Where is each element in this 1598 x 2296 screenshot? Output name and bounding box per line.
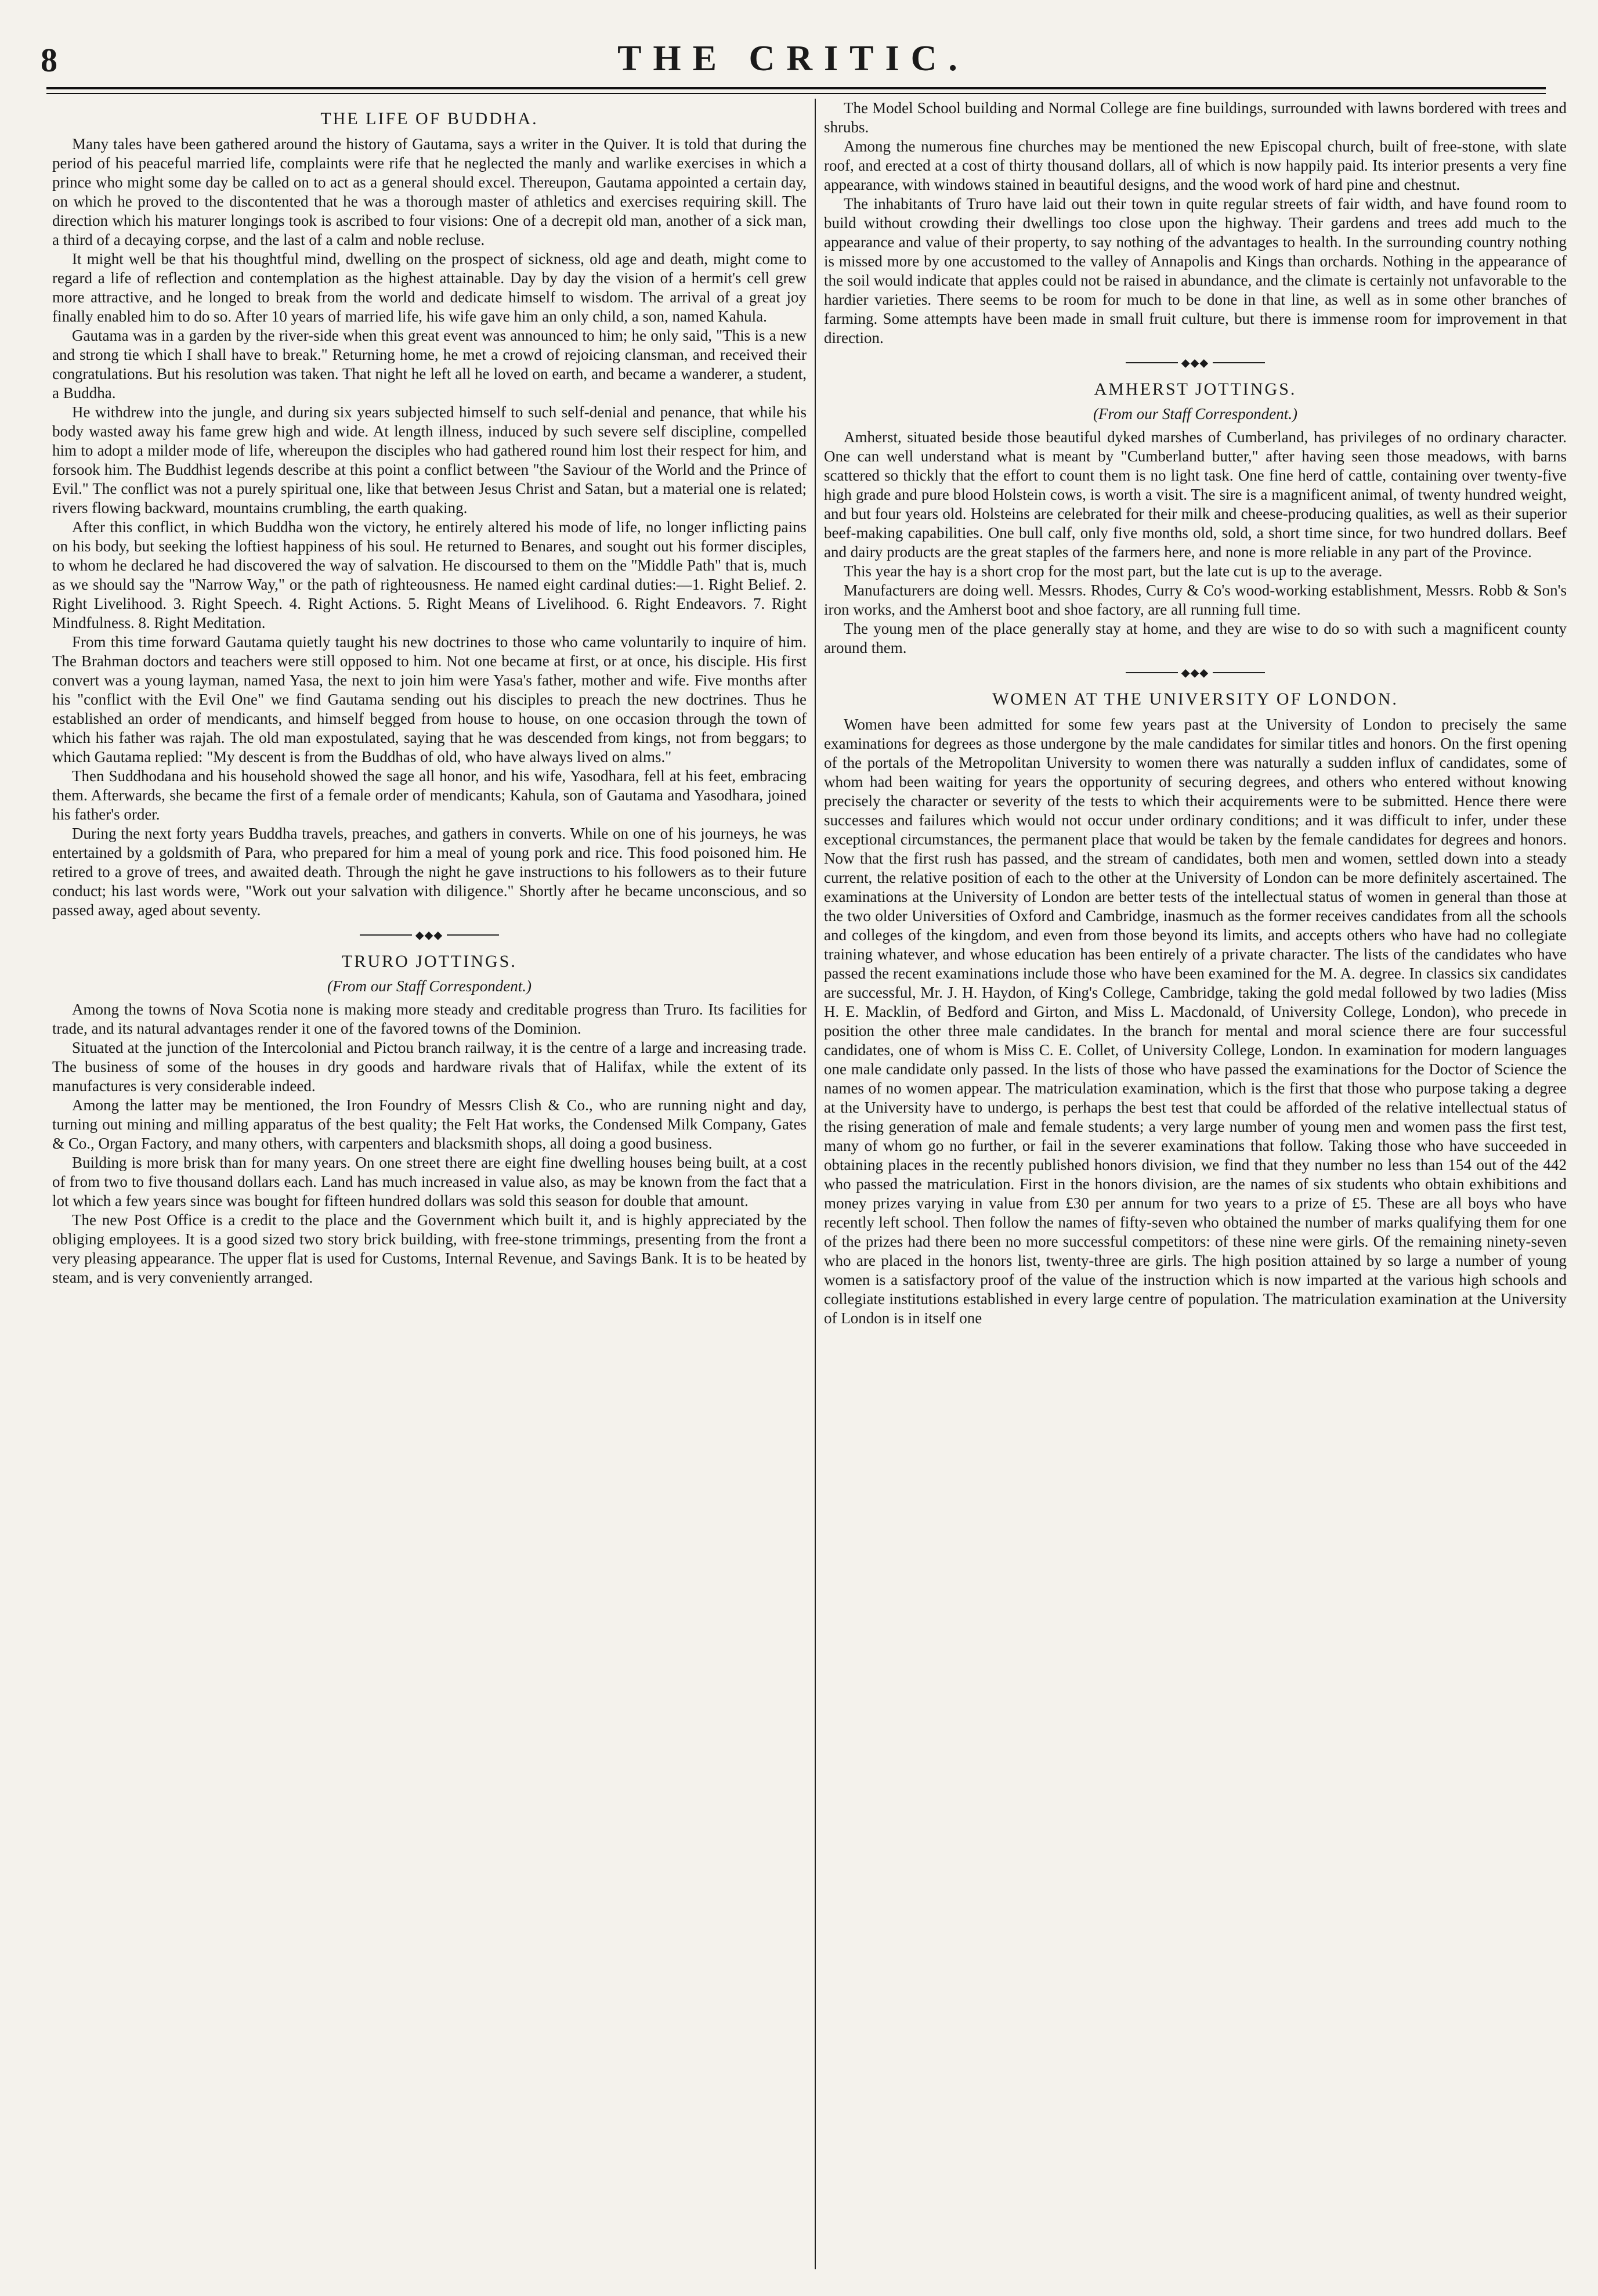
header-rule-thin <box>46 93 1546 94</box>
article-truro-continued <box>824 99 1567 348</box>
paragraph: It might well be that his thoughtful mind, dwelling on the prospect of sickness, old age and death, might come to regard a life of reflection and contemplation as the highest attainable. Day by day the vision of a hermit's cell grew more attractive, and he longed to break from the world and dedicate himself to wisdom. The arrival of a great joy finally enabled him to do so. After 10 years of married life, his wife gave him an only child, a son, named Kahula. <box>52 250 807 325</box>
column-divider <box>815 99 816 2269</box>
article-title: AMHERST JOTTINGS. <box>1094 380 1297 399</box>
paragraph: This year the hay is a short crop for the most part, but the late cut is up to the average. <box>844 562 1383 580</box>
masthead-title: THE CRITIC. <box>617 39 969 78</box>
section-separator: ◆◆◆ <box>824 356 1567 369</box>
page-header <box>41 41 1546 87</box>
page-number: 8 <box>41 41 57 79</box>
paragraph: Among the latter may be mentioned, the Iron Foundry of Messrs Clish & Co., who are running night and day, turning out mining and milling apparatus of the best quality; the Felt Hat works, the Condensed Milk Company, Gates & Co., Organ Factory, and many others, with carpenters and blacksmith shops, all doing a good business. <box>52 1096 807 1152</box>
paragraph: Building is more brisk than for many years. On one street there are eight fine dwelling houses being built, at a cost of from two to five thousand dollars each. Land has much increased in value also, as may be known from the fact that a lot which a few years since was bought for fifteen hundred dollars was sold this season for double that amount. <box>52 1154 807 1210</box>
section-separator: ◆◆◆ <box>824 666 1567 679</box>
paragraph: From this time forward Gautama quietly taught his new doctrines to those who came voluntarily to inquire of him. The Brahman doctors and teachers were still opposed to him. Not one became at first, or at once, his disciple. His first convert was a young layman, named Yasa, the next to join him were Yasa's father, mother and wife. Five months after his "conflict with the Evil One" we find Gautama sending out his disciples to preach the new doctrines. Thus he established an order of mendicants, and himself begged from house to house, on one occasion through the town of which his father was rajah. The old man expostulated, saying that he was descended from kings, not from beggars; to which Gautama replied: "My descent is from the Buddhas of old, who have always lived on alms." <box>52 633 807 766</box>
paragraph: During the next forty years Buddha travels, preaches, and gathers in converts. While on one of his journeys, he was entertained by a goldsmith of Para, who prepared for him a meal of young pork and rice. This food poisoned him. He retired to a grove of trees, and awaited death. Through the night he gave instructions to his followers as to their future conduct; his last words were, "Work out your salvation with diligence." Shortly after he became unconscious, and so passed away, aged about seventy. <box>52 825 807 919</box>
article-title: WOMEN AT THE UNIVERSITY OF LONDON. <box>992 689 1398 709</box>
paragraph: Among the towns of Nova Scotia none is making more steady and creditable progress than Truro. Its facilities for trade, and its natural advantages render it one of the favored towns of the Dominion. <box>52 1001 807 1037</box>
article-women <box>824 689 1567 1328</box>
article-byline: (From our Staff Correspondent.) <box>1093 405 1297 423</box>
paragraph: Then Suddhodana and his household showed the sage all honor, and his wife, Yasodhara, fell at his feet, embracing them. Afterwards, she became the first of a female order of mendicants; Kahula, son of Gautama and Yasodhara, joined his father's order. <box>52 767 807 823</box>
paragraph: After this conflict, in which Buddha won the victory, he entirely altered his mode of life, no longer inflicting pains on his body, but seeking the loftiest happiness of his soul. He returned to Benares, and sought out his former disciples, to whom he declared he had discovered the way of salvation. He discoursed to them on the "Middle Path" that is, much as we should say the "Narrow Way," or the path of righteousness. He named eight cardinal duties:—1. Right Belief. 2. Right Livelihood. 3. Right Speech. 4. Right Actions. 5. Right Means of Livelihood. 6. Right Endeavors. 7. Right Mindfulness. 8. Right Meditation. <box>52 518 807 631</box>
paragraph: Among the numerous fine churches may be mentioned the new Episcopal church, built of free-stone, with slate roof, and erected at a cost of thirty thousand dollars, all of which is now happily paid. Its interior presents a very fine appearance, with windows stained in beautiful designs, and the wood work of hard pine and chestnut. <box>824 138 1567 193</box>
paragraph: Manufacturers are doing well. Messrs. Rhodes, Curry & Co's wood-working establishment, Messrs. Robb & Son's iron works, and the Amherst boot and shoe factory, are all running full time. <box>824 582 1567 618</box>
article-amherst <box>824 380 1567 658</box>
article-title: TRURO JOTTINGS. <box>342 952 517 971</box>
article-truro <box>52 952 807 1287</box>
article-buddha <box>52 109 807 920</box>
header-rule <box>46 87 1546 89</box>
right-column <box>824 99 1567 2269</box>
paragraph: Amherst, situated beside those beautiful dyked marshes of Cumberland, has privileges of no ordinary character. One can well understand what is meant by "Cumberland butter," after having seen those meadows, with barns scattered so thickly that the effort to count them is no light task. One fine herd of cattle, containing over twenty-five high grade and pure blood Holstein cows, is worth a visit. The sire is a magnificent animal, of twenty hundred weight, and but four years old. Holsteins are celebrated for their milk and cheese-producing qualities, as well as their superior beef-making capabilities. One bull calf, only five months old, sold, a short time since, for two hundred dollars. Beef and dairy products are the great staples of the farmers here, and none is more reliable in any part of the Province. <box>824 428 1567 561</box>
section-separator: ◆◆◆ <box>52 928 807 941</box>
paragraph: Women have been admitted for some few years past at the University of London to precisely the same examinations for degrees as those undergone by the male candidates for similar titles and honors. On the first opening of the portals of the Metropolitan University to women there was naturally a sudden influx of candidates, some of whom had been waiting for years the opportunity of securing degrees, and others who entered without knowing precisely the character or severity of the tests to which their acquirements were to be submitted. Hence there were successes and failures which would not occur under ordinary conditions; and it was difficult to infer, under these exceptional circumstances, the permanent place that would be taken by the female candidates for degrees and honors. Now that the first rush has passed, and the stream of candidates, both men and women, settled down into a steady current, the relative position of each to the other at the University of London can be more definitely ascertained. The examinations at the University of London are better tests of the intellectual status of women in general than those at the two older Universities of Oxford and Cambridge, inasmuch as the former receives candidates from all the schools and colleges of the kingdom, and even from those beyond its limits, and accepts others who have had no collegiate training whatever, and whose education has been entirely of a private character. The lists of the candidates who have passed the recent examinations include those who have been examined for the M. A. degree. In classics six candidates are successful, Mr. J. H. Haydon, of King's College, Cambridge, taking the gold medal followed by two ladies (Miss H. E. Macklin, of Bedford and Girton, and Miss L. Macdonald, of University College, London), who precede in position the other three male candidates. In the branch for mental and moral science there are four successful candidates, one of whom is Miss C. E. Collet, of University College, London. In examination for modern languages one male candidate only passed. In the lists of those who have passed the examinations for the Doctor of Science the names of no women appear. The matriculation examination, which is the first that those who purpose taking a degree at the University have to undergo, is perhaps the best test that could be afforded of the relative intellectual status of the rising generation of male and female students; a very large number of young men and women pass the first test, many of whom go no further, or fail in the severer examinations that follow. Taking those who have succeeded in obtaining places in the recently published honors division, we find that they number no less than 154 out of the 442 who passed the matriculation. First in the honors division, are the names of six students who obtain exhibitions and money prizes varying in value from £30 per annum for two years to a prize of £5. These are all boys who have recently left school. Then follow the names of fifty-seven who obtained the number of marks qualifying them for one of the prizes had there been no more successful competitors: of these nine were girls. Of the remaining ninety-seven who are placed in the honors list, twenty-three are girls. The high position attained by so large a number of young women is a satisfactory proof of the value of the instruction which is now imparted at the various high schools and collegiate institutions established in every large centre of population. The matriculation examination at the University of London is in itself one <box>824 716 1567 1327</box>
paragraph: He withdrew into the jungle, and during six years subjected himself to such self-denial and penance, that while his body wasted away his fame grew high and wide. At length illness, induced by such severe self discipline, compelled him to adopt a milder mode of life, whereupon the disciples who had gathered round him lost their respect for him, and forsook him. The Buddhist legends describe at this point a conflict between "the Saviour of the World and the Prince of Evil." The conflict was not a purely spiritual one, like that between Jesus Christ and Satan, but a material one is related; rivers flowing backward, mountains crumbling, the earth quaking. <box>52 403 807 517</box>
paragraph: Many tales have been gathered around the history of Gautama, says a writer in the Quiver. It is told that during the period of his peaceful married life, complaints were rife that he neglected the manly and warlike exercises in which a prince who might some day be called on to act as a general should excel. Thereupon, Gautama appointed a certain day, on which he proved to the discontented that he was a thorough master of athletics and exercises requiring skill. The direction which his maturer longings took is ascribed to four visions: One of a decrepit old man, another of a sick man, a third of a decaying corpse, and the last of a calm and noble recluse. <box>52 135 807 248</box>
paragraph: The new Post Office is a credit to the place and the Government which built it, and is highly appreciated by the obliging employees. It is a good sized two story brick building, with free-stone trimmings, presenting from the front a very pleasing appearance. The upper flat is used for Customs, Internal Revenue, and Savings Bank. It is to be heated by steam, and is very conveniently arranged. <box>52 1211 807 1286</box>
paragraph: The young men of the place generally stay at home, and they are wise to do so with such a magnificent county around them. <box>824 620 1567 656</box>
paragraph: The Model School building and Normal College are fine buildings, surrounded with lawns bordered with trees and shrubs. <box>824 99 1567 136</box>
left-column <box>52 99 807 2269</box>
article-byline: (From our Staff Correspondent.) <box>327 977 532 995</box>
paragraph: The inhabitants of Truro have laid out their town in quite regular streets of fair width, and have found room to build without crowding their dwellings too close upon the highway. Their gardens and trees add much to the appearance and value of their property, to say nothing of the advantages to health. In the surrounding country nothing is missed more by one accustomed to the valley of Annapolis and Kings than orchards. Nothing in the appearance of the soil would indicate that apples could not be raised in abundance, and the climate is certainly not unfavorable to the hardier varieties. There seems to be room for much to be done in that line, as well as in some other branches of farming. Some attempts have been made in small fruit culture, but there is immense room for improvement in that direction. <box>824 195 1567 346</box>
paragraph: Situated at the junction of the Intercolonial and Pictou branch railway, it is the centre of a large and increasing trade. The business of some of the houses in dry goods and hardware rivals that of Halifax, while the extent of its manufactures is very considerable indeed. <box>52 1039 807 1095</box>
article-title: THE LIFE OF BUDDHA. <box>320 109 538 128</box>
paragraph: Gautama was in a garden by the river-side when this great event was announced to him; he only said, "This is a new and strong tie which I shall have to break." Returning home, he met a crowd of rejoicing clansman, and received their congratulations. But his resolution was taken. That night he left all he loved on earth, and became a wanderer, a student, a Buddha. <box>52 327 807 402</box>
